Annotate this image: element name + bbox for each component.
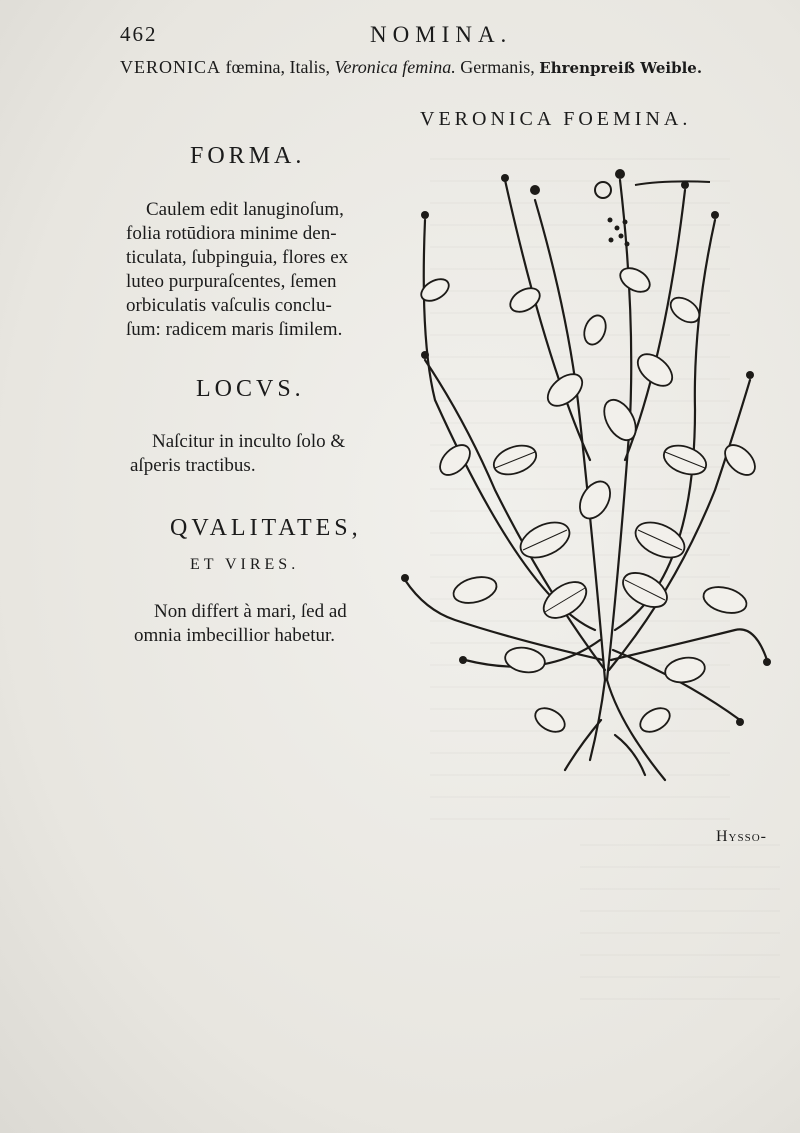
text-line: omnia imbecillior habetur. [134, 625, 336, 646]
page-number: 462 [120, 22, 158, 46]
text-line: Caulem edit lanuginoſum, [146, 199, 344, 220]
section-heading-locus: LOCVS. [196, 376, 305, 402]
section-heading-forma: FORMA. [190, 143, 306, 169]
text-line: folia rotūdiora minime den- [126, 223, 337, 244]
veronica-plant-woodcut-icon [395, 160, 780, 800]
text-line: ticulata, ſubpinguia, flores ex [126, 247, 349, 268]
text-line: aſperis tractibus. [130, 455, 256, 476]
section-subheading-vires: ET VIRES. [190, 556, 300, 573]
text-line: Non differt à mari, ſed ad [154, 601, 347, 622]
section-body-qualitates [134, 600, 404, 648]
running-head-title: NOMINA. [370, 22, 513, 47]
text-line: ſum: radicem maris ſimilem. [126, 319, 343, 340]
names-lead: VERONICA [120, 57, 221, 77]
names-lead-rest: fœmina, Italis, [221, 57, 335, 77]
catchword: Hysso- [716, 828, 768, 845]
bleed-through-shadow-lower [580, 840, 780, 1000]
text-line: luteo purpuraſcentes, ſemen [126, 271, 337, 292]
german-name: Ehrenpreiß Weible. [539, 59, 703, 77]
section-body-forma [126, 198, 396, 342]
names-line [120, 57, 775, 78]
text-line: orbiculatis vaſculis conclu- [126, 295, 332, 316]
section-body-locus [130, 430, 400, 478]
section-heading-qualitates: QVALITATES, [170, 515, 362, 541]
italian-name: Veronica femina. [334, 57, 456, 77]
text-line: Naſcitur in inculto ſolo & [152, 431, 346, 452]
german-lead: Germanis, [455, 57, 540, 77]
illustration-title: VERONICA FOEMINA. [420, 108, 692, 130]
